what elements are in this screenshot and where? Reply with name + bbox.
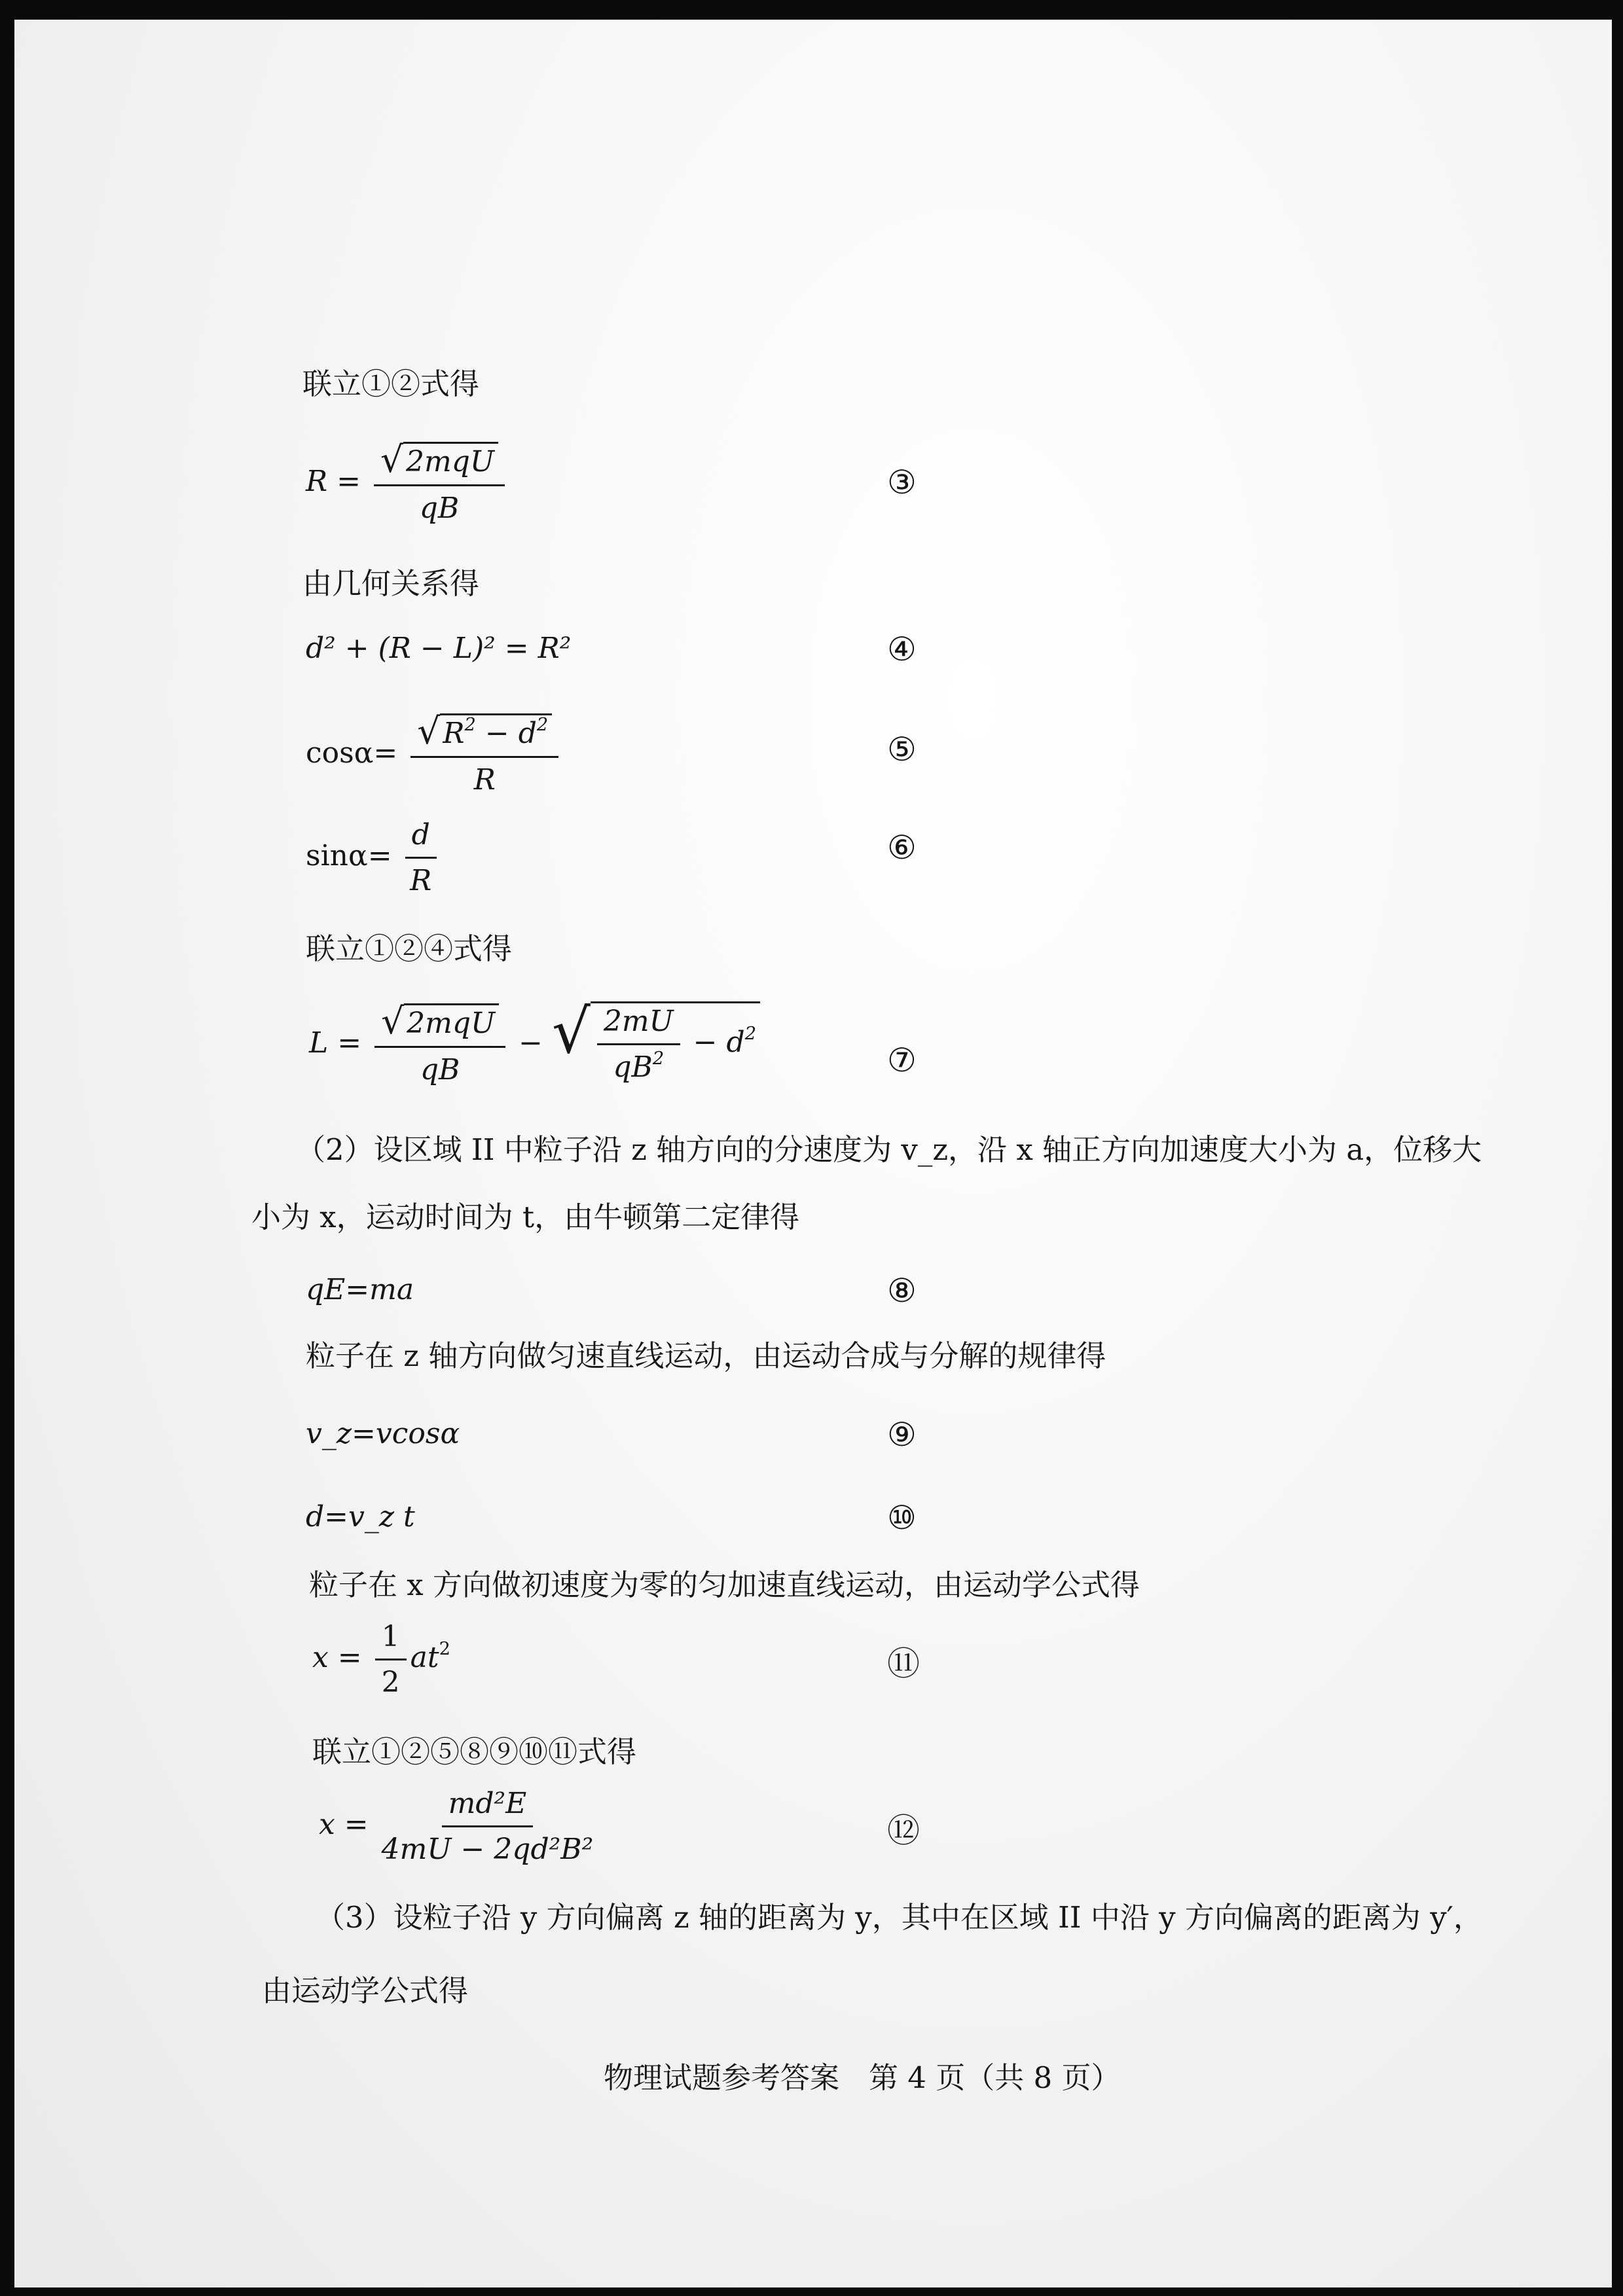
equation-7: L = √ 2mqU qB − √ $\frac{2mU}{qB^2}$ − $d^2$ — [309, 1001, 760, 1086]
eq5-numerator: $R^2 - d^2$ — [440, 713, 552, 750]
eq11-tag: ⑪ — [887, 1645, 920, 1683]
eq3-denominator: qB — [419, 492, 460, 525]
equation-12: x = $\frac{\text{md²E}}{\text{4mU − 2qd²B²}}$ — [319, 1787, 594, 1866]
eq11-fraction: $\frac{1}{2}$ — [375, 1620, 407, 1699]
eq7-fraction-1: √ 2mqU qB — [374, 1003, 505, 1086]
page-footer: 物理试题参考答案 第 4 页（共 8 页） — [604, 2060, 1121, 2095]
eq5-denominator: R — [473, 763, 496, 797]
eq3-fraction: √ 2mqU qB — [374, 442, 505, 525]
para2-line2: 小为 x，运动时间为 t，由牛顿第二定律得 — [251, 1200, 800, 1234]
eq4-tag: ④ — [887, 630, 917, 668]
para3-line2: 由运动学公式得 — [262, 1973, 469, 2008]
equation-6 — [306, 818, 441, 897]
eq6-numerator: d — [405, 818, 437, 859]
eq5-tag: ⑤ — [887, 730, 917, 768]
equation-11: x = $\frac{1}{2}$ $at^2$ — [312, 1620, 450, 1699]
equation-4: d² + (R − L)² = R² — [306, 632, 572, 665]
eq7-tag: ⑦ — [887, 1041, 917, 1079]
eq7-lhs: L = — [309, 1026, 362, 1060]
equation-8: qE=ma — [306, 1273, 414, 1306]
eq7-sqrt-2: √ $\frac{2mU}{qB^2}$ − $d^2$ — [552, 1001, 760, 1084]
eq9-tag: ⑨ — [887, 1416, 917, 1454]
eq6-fraction — [405, 818, 437, 897]
eq10-tag: ⑩ — [887, 1499, 917, 1537]
para2-line1: （2）设区域 II 中粒子沿 z 轴方向的分速度为 v_z，沿 x 轴正方向加速度大小为 a，位移大 — [296, 1132, 1482, 1167]
equation-3 — [306, 439, 509, 525]
text-lianli-12: 联立①②式得 — [302, 367, 480, 401]
text-x-accel: 粒子在 x 方向做初速度为零的匀加速直线运动，由运动学公式得 — [309, 1568, 1140, 1602]
eq5-fraction: √ $R^2 - d^2$ R — [410, 713, 558, 797]
eq3-numerator: 2mqU — [403, 442, 498, 478]
eq6-tag: ⑥ — [887, 829, 917, 867]
eq8-tag: ⑧ — [887, 1272, 917, 1310]
equation-5 — [306, 710, 562, 797]
para3-line1: （3）设粒子沿 y 方向偏离 z 轴的距离为 y，其中在区域 II 中沿 y 方向偏离的距离为 y′， — [316, 1900, 1483, 1935]
text-lianli-many: 联立①②⑤⑧⑨⑩⑪式得 — [312, 1734, 637, 1769]
eq12-tag: ⑫ — [887, 1812, 920, 1850]
eq3-tag: ③ — [887, 463, 917, 501]
equation-10: d=v_z t — [306, 1500, 415, 1534]
equation-9: v_z=vcosα — [306, 1417, 460, 1450]
eq6-lhs: sinα= — [306, 839, 392, 872]
text-jihe: 由几何关系得 — [302, 566, 480, 601]
eq5-lhs: cosα= — [306, 736, 398, 770]
eq6-denominator: R — [410, 864, 432, 897]
text-z-uniform: 粒子在 z 轴方向做匀速直线运动，由运动合成与分解的规律得 — [306, 1338, 1106, 1373]
eq12-fraction: $\frac{\text{md²E}}{\text{4mU − 2qd²B²}}$ — [381, 1787, 594, 1866]
eq3-lhs: R = — [306, 465, 361, 498]
text-lianli-124: 联立①②④式得 — [306, 931, 513, 966]
answer-sheet-page — [14, 20, 1612, 2287]
